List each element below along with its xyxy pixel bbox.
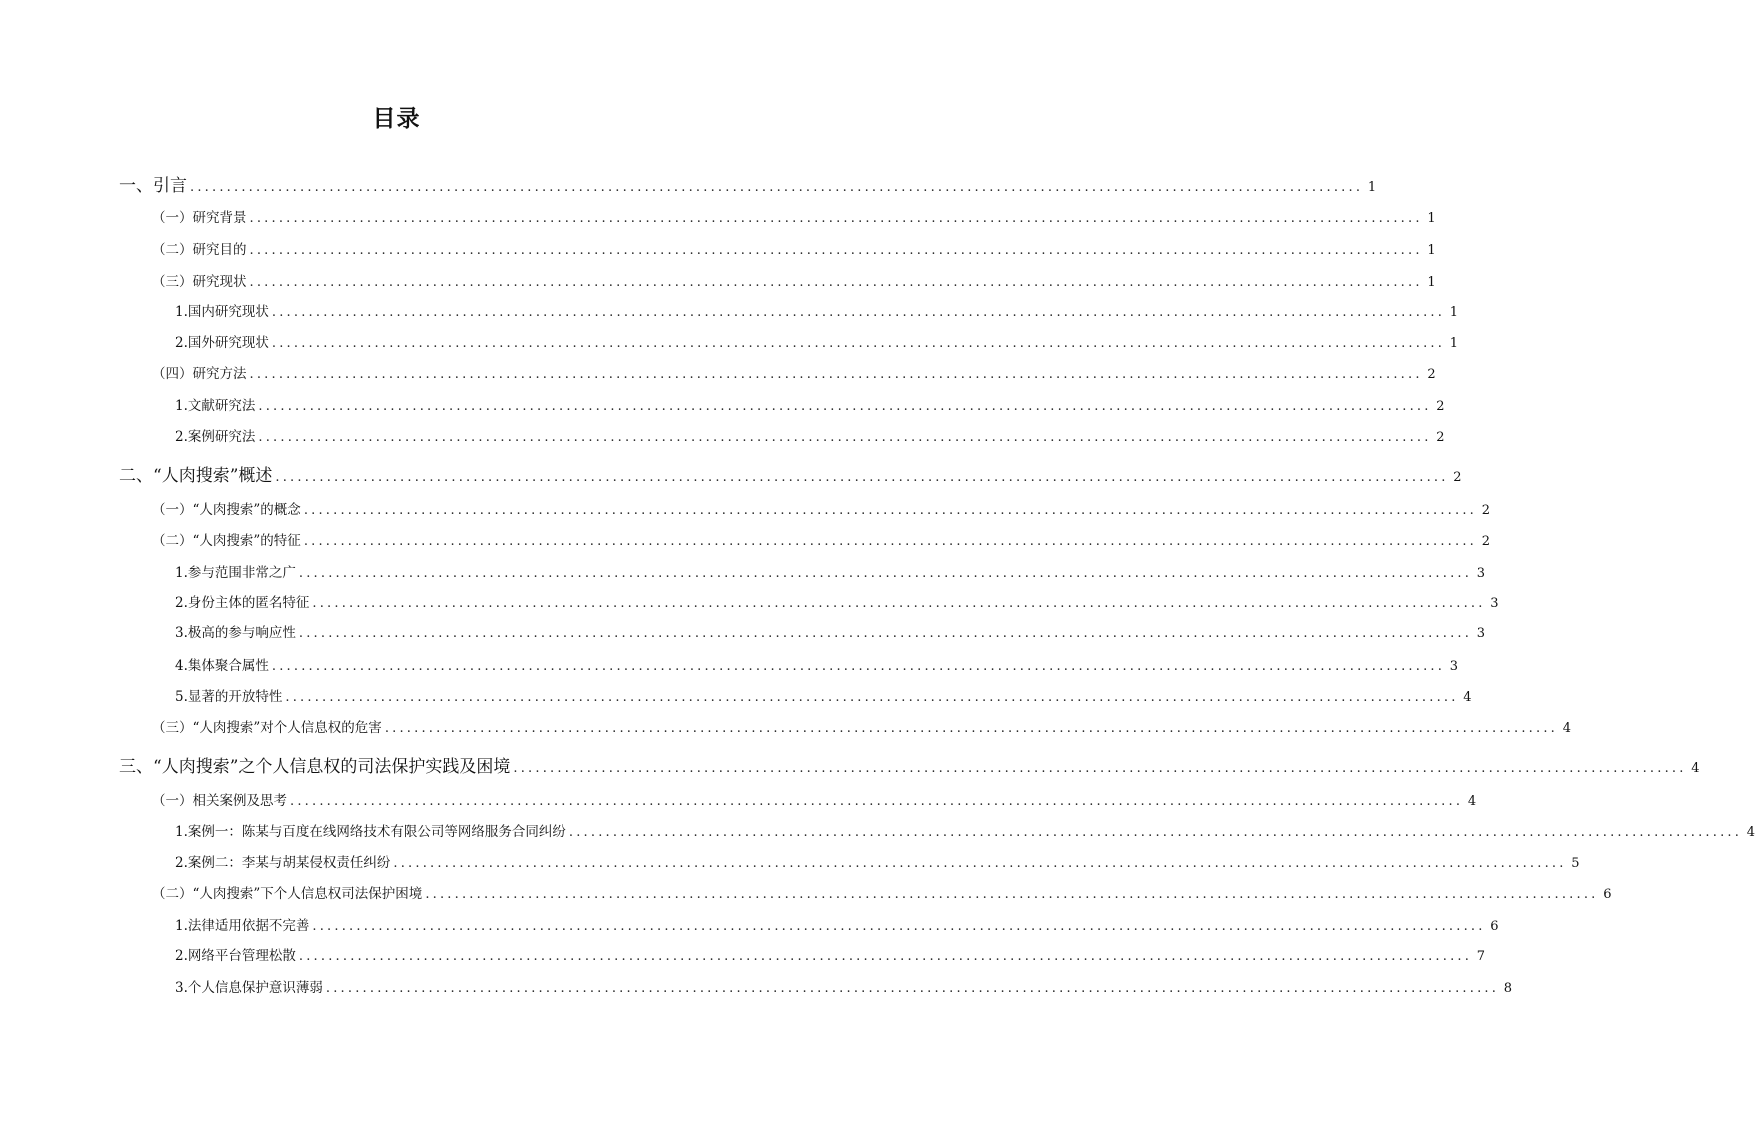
toc-entry-label: 3.极高的参与响应性 (175, 625, 296, 641)
toc-entry-11[interactable] (152, 498, 1490, 518)
toc-entry-7[interactable] (152, 362, 1436, 382)
toc-leader-dots: ................................................................................................................................................................ (303, 503, 1477, 518)
toc-entry-3[interactable] (152, 238, 1436, 258)
toc-entry-label: （三）研究现状 (152, 274, 247, 290)
toc-page-number: 1 (1427, 211, 1436, 226)
toc-entry-label: 1.案例一：陈某与百度在线网络技术有限公司等网络服务合同纠纷 (175, 824, 566, 840)
toc-page-number: 4 (1467, 794, 1477, 809)
toc-entry-label: （三）“人肉搜索”对个人信息权的危害 (152, 720, 382, 736)
page-title: 目录 (372, 106, 421, 132)
toc-leader-dots: ................................................................................................................................................................ (513, 761, 1687, 776)
toc-leader-dots: ................................................................................................................................................................ (271, 336, 1446, 351)
toc-leader-dots: ................................................................................................................................................................ (312, 596, 1486, 611)
toc-leader-dots: ................................................................................................................................................................ (425, 887, 1599, 902)
toc-entry-label: 二、“人肉搜索”概述 (119, 466, 273, 486)
toc-leader-dots: ................................................................................................................................................................ (249, 243, 1423, 258)
toc-page-number: 3 (1476, 626, 1486, 641)
toc-entry-label: 2.国外研究现状 (175, 335, 269, 351)
toc-page-number: 4 (1463, 690, 1472, 705)
toc-entry-10[interactable] (119, 461, 1462, 486)
toc-entry-label: 一、引言 (119, 176, 187, 196)
toc-page-number: 2 (1436, 430, 1445, 445)
toc-leader-dots: ................................................................................................................................................................ (249, 211, 1423, 226)
toc-entry-label: 4.集体聚合属性 (175, 658, 269, 674)
toc-page-number: 2 (1453, 470, 1462, 485)
toc-leader-dots: ................................................................................................................................................................ (190, 180, 1364, 195)
toc-page-number: 2 (1436, 399, 1445, 414)
toc-page-number: 1 (1449, 305, 1459, 320)
toc-entry-24[interactable] (175, 914, 1499, 934)
toc-page-number: 1 (1427, 243, 1436, 258)
toc-entry-17[interactable] (175, 685, 1472, 705)
toc-entry-22[interactable] (175, 851, 1580, 871)
toc-page-number: 6 (1490, 919, 1499, 934)
toc-entry-label: 2.案例二：李某与胡某侵权责任纠纷 (175, 855, 391, 871)
toc-page-number: 3 (1449, 659, 1459, 674)
toc-entry-label: 三、“人肉搜索”之个人信息权的司法保护实践及困境 (119, 757, 511, 777)
toc-entry-label: 5.显著的开放特性 (175, 689, 283, 705)
toc-entry-label: 3.个人信息保护意识薄弱 (175, 980, 323, 996)
toc-entry-label: （一）“人肉搜索”的概念 (152, 502, 301, 518)
toc-page-number: 6 (1603, 887, 1612, 902)
toc-entry-19[interactable] (119, 752, 1700, 777)
toc-entry-5[interactable] (175, 300, 1459, 320)
toc-page-number: 4 (1746, 825, 1755, 840)
toc-entry-label: 2.案例研究法 (175, 429, 256, 445)
toc-page-number: 8 (1503, 981, 1513, 996)
toc-page-number: 2 (1427, 367, 1436, 382)
toc-leader-dots: ................................................................................................................................................................ (298, 566, 1473, 581)
toc-leader-dots: ................................................................................................................................................................ (275, 470, 1449, 485)
toc-entry-25[interactable] (175, 944, 1486, 964)
toc-entry-8[interactable] (175, 394, 1445, 414)
toc-entry-16[interactable] (175, 654, 1459, 674)
toc-entry-label: 1.文献研究法 (175, 398, 256, 414)
toc-entry-13[interactable] (175, 561, 1486, 581)
toc-entry-label: （一）相关案例及思考 (152, 793, 287, 809)
toc-page-number: 3 (1490, 596, 1499, 611)
toc-leader-dots: ................................................................................................................................................................ (325, 981, 1500, 996)
toc-page-number: 3 (1476, 566, 1486, 581)
toc-entry-14[interactable] (175, 591, 1499, 611)
toc-entry-label: 2.身份主体的匿名特征 (175, 595, 310, 611)
toc-entry-label: 1.参与范围非常之广 (175, 565, 296, 581)
toc-page-number: 1 (1449, 336, 1459, 351)
toc-entry-label: 2.网络平台管理松散 (175, 948, 296, 964)
toc-entry-label: （二）研究目的 (152, 242, 247, 258)
toc-entry-15[interactable] (175, 621, 1486, 641)
toc-entry-21[interactable] (175, 820, 1755, 840)
toc-page-number: 4 (1691, 761, 1700, 776)
toc-entry-23[interactable] (152, 882, 1612, 902)
toc-page-number: 1 (1427, 275, 1436, 290)
toc-entry-1[interactable] (119, 171, 1377, 196)
toc-entry-12[interactable] (152, 529, 1490, 549)
toc-page-number: 1 (1367, 180, 1377, 195)
toc-leader-dots: ................................................................................................................................................................ (384, 721, 1558, 736)
toc-page-number: 2 (1481, 503, 1490, 518)
toc-entry-9[interactable] (175, 425, 1445, 445)
toc-entry-6[interactable] (175, 331, 1459, 351)
toc-entry-label: （二）“人肉搜索”下个人信息权司法保护困境 (152, 886, 423, 902)
toc-leader-dots: ................................................................................................................................................................ (568, 825, 1743, 840)
toc-leader-dots: ................................................................................................................................................................ (249, 275, 1423, 290)
toc-leader-dots: ................................................................................................................................................................ (258, 430, 1432, 445)
toc-entry-label: （四）研究方法 (152, 366, 247, 382)
toc-leader-dots: ................................................................................................................................................................ (249, 367, 1423, 382)
toc-leader-dots: ................................................................................................................................................................ (290, 794, 1464, 809)
toc-leader-dots: ................................................................................................................................................................ (312, 919, 1486, 934)
toc-entry-label: （一）研究背景 (152, 210, 247, 226)
toc-leader-dots: ................................................................................................................................................................ (303, 534, 1477, 549)
toc-leader-dots: ................................................................................................................................................................ (271, 305, 1446, 320)
toc-entry-label: （二）“人肉搜索”的特征 (152, 533, 301, 549)
toc-leader-dots: ................................................................................................................................................................ (298, 626, 1473, 641)
toc-page-number: 2 (1481, 534, 1490, 549)
toc-page-number: 7 (1476, 949, 1486, 964)
toc-page-number: 5 (1571, 856, 1580, 871)
toc-entry-18[interactable] (152, 716, 1571, 736)
toc-entry-label: 1.法律适用依据不完善 (175, 918, 310, 934)
toc-entry-2[interactable] (152, 206, 1436, 226)
toc-leader-dots: ................................................................................................................................................................ (258, 399, 1432, 414)
toc-entry-20[interactable] (152, 789, 1477, 809)
toc-leader-dots: ................................................................................................................................................................ (393, 856, 1567, 871)
toc-leader-dots: ................................................................................................................................................................ (285, 690, 1459, 705)
toc-entry-label: 1.国内研究现状 (175, 304, 269, 320)
toc-entry-4[interactable] (152, 270, 1436, 290)
toc-leader-dots: ................................................................................................................................................................ (298, 949, 1473, 964)
toc-entry-26[interactable] (175, 976, 1513, 996)
toc-page-number: 4 (1562, 721, 1571, 736)
toc-leader-dots: ................................................................................................................................................................ (271, 659, 1446, 674)
